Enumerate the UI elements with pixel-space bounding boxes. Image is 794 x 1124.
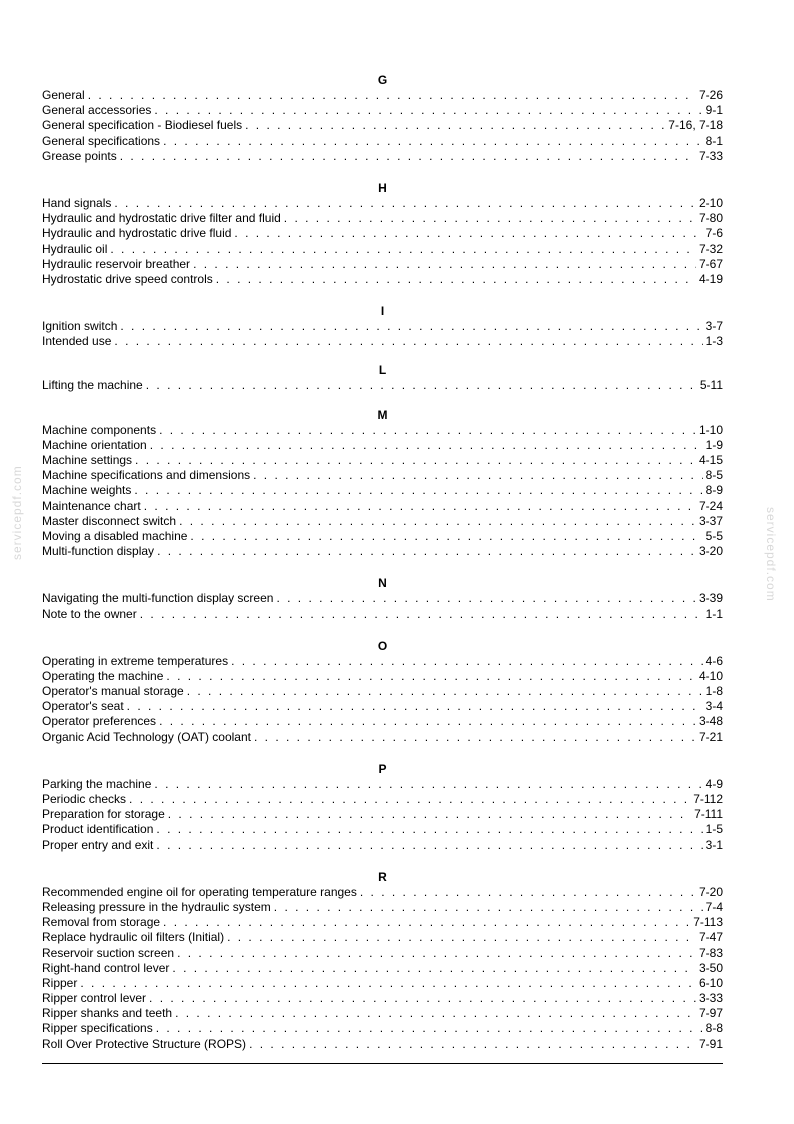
entry-page-number: 7-26 — [698, 88, 723, 102]
dot-leader — [284, 211, 696, 226]
dot-leader — [245, 118, 665, 133]
entry-page-number: 4-9 — [705, 776, 723, 791]
index-section — [42, 869, 723, 1052]
index-section — [42, 362, 723, 393]
entry-label: Multi-function display — [42, 544, 155, 559]
index-entry[interactable] — [42, 1037, 723, 1052]
dot-leader — [249, 1037, 696, 1052]
entry-label: Navigating the multi-function display screen — [42, 591, 274, 606]
entry-label: Note to the owner — [42, 606, 137, 621]
entry-page-number: 4-10 — [698, 668, 723, 683]
entry-page-number: 6-10 — [698, 975, 723, 990]
dot-leader — [80, 976, 696, 991]
entry-label: Organic Acid Technology (OAT) coolant — [42, 729, 251, 744]
index-entry[interactable] — [42, 607, 723, 622]
index-entry[interactable] — [42, 453, 723, 468]
entry-label: Proper entry and exit — [42, 837, 154, 852]
watermark-right: servicepdf.com — [764, 507, 778, 602]
index-entry[interactable] — [42, 714, 723, 729]
section-letter: G — [377, 73, 388, 87]
entry-page-number: 7-4 — [705, 899, 723, 914]
dot-leader — [253, 468, 703, 483]
section-letter: P — [378, 761, 387, 776]
entry-page-number: 7-21 — [698, 729, 723, 744]
index-entry[interactable] — [42, 118, 723, 133]
entry-page-number: 1-5 — [705, 822, 723, 837]
dot-leader — [88, 88, 696, 103]
entry-label: General accessories — [42, 103, 152, 118]
dot-leader — [120, 319, 702, 334]
dot-leader — [276, 591, 696, 606]
dot-leader — [175, 1006, 696, 1021]
entry-page-number: 1-10 — [698, 422, 723, 437]
entry-page-number: 7-47 — [698, 930, 723, 945]
index-entry[interactable] — [42, 499, 723, 514]
index-entry[interactable] — [42, 669, 723, 684]
entry-page-number: 7-83 — [698, 945, 723, 960]
dot-leader — [156, 1021, 703, 1036]
entry-label: Operator's seat — [42, 699, 124, 714]
entry-page-number: 7-20 — [698, 884, 723, 899]
entry-page-number: 3-37 — [698, 513, 723, 528]
entry-label: Hand signals — [42, 195, 112, 210]
entry-page-number: 3-48 — [698, 714, 723, 729]
entry-label: Product identification — [42, 822, 154, 837]
index-entry[interactable] — [42, 226, 723, 241]
index-entry[interactable] — [42, 468, 723, 483]
index-section — [42, 638, 723, 745]
index-entry[interactable] — [42, 976, 723, 991]
index-entry[interactable] — [42, 272, 723, 287]
entry-label: Ripper — [42, 975, 78, 990]
entry-page-number: 7-33 — [698, 148, 723, 163]
dot-leader — [150, 438, 703, 453]
index-entry[interactable] — [42, 423, 723, 438]
entry-page-number: 7-6 — [705, 226, 723, 241]
index-entry[interactable] — [42, 807, 723, 822]
entry-page-number: 1-1 — [705, 606, 723, 621]
dot-leader — [179, 514, 696, 529]
entry-page-number: 3-39 — [698, 591, 723, 606]
entry-label: Hydraulic and hydrostatic drive fluid — [42, 226, 232, 241]
entry-page-number: 7-67 — [698, 256, 723, 271]
index-entry[interactable] — [42, 242, 723, 257]
entry-label: General specifications — [42, 133, 161, 148]
entry-page-number: 8-8 — [705, 1021, 723, 1036]
watermark-left: servicepdf.com — [10, 465, 24, 560]
dot-leader — [154, 103, 702, 118]
entry-page-number: 9-1 — [705, 103, 723, 118]
entry-label: General — [42, 88, 85, 102]
entry-label: Machine orientation — [42, 437, 147, 452]
entry-label: Moving a disabled machine — [42, 528, 188, 543]
dot-leader — [177, 946, 696, 961]
dot-leader — [227, 930, 696, 945]
dot-leader — [159, 714, 696, 729]
entry-label: Preparation for storage — [42, 807, 165, 822]
index-entry[interactable] — [42, 149, 723, 164]
dot-leader — [360, 885, 696, 900]
index-entry[interactable] — [42, 1021, 723, 1036]
index-entry[interactable] — [42, 900, 723, 915]
entry-page-number: 5-5 — [705, 528, 723, 543]
entry-label: Machine specifications and dimensions — [42, 468, 251, 483]
index-section — [42, 72, 723, 164]
dot-leader — [127, 699, 703, 714]
index-entry[interactable] — [42, 777, 723, 792]
entry-label: Machine weights — [42, 483, 132, 498]
section-letter: M — [377, 407, 388, 422]
section-letter: H — [378, 180, 387, 195]
dot-leader — [140, 607, 703, 622]
dot-leader — [156, 822, 702, 837]
entry-page-number: 1-8 — [705, 684, 723, 699]
index-entry[interactable] — [42, 822, 723, 837]
index-entry[interactable] — [42, 514, 723, 529]
entry-label: Operator preferences — [42, 714, 157, 729]
entry-page-number: 4-15 — [698, 453, 723, 467]
entry-page-number: 1-3 — [705, 334, 723, 349]
entry-label: Reservoir suction screen — [42, 945, 175, 960]
entry-label: Machine settings — [42, 453, 133, 467]
entry-page-number: 7-112 — [693, 792, 723, 806]
dot-leader — [135, 453, 696, 468]
entry-page-number: 7-80 — [698, 211, 723, 226]
section-letter: L — [378, 363, 387, 378]
index-entry[interactable] — [42, 961, 723, 976]
entry-label: Hydraulic oil — [42, 241, 108, 256]
index-entry[interactable] — [42, 529, 723, 544]
entry-label: Grease points — [42, 148, 117, 163]
index-entry[interactable] — [42, 792, 723, 807]
dot-leader — [234, 226, 702, 241]
dot-leader — [159, 423, 696, 438]
entry-page-number: 3-20 — [698, 544, 723, 559]
dot-leader — [168, 807, 691, 822]
entry-label: Removal from storage — [42, 915, 161, 930]
footer-rule — [42, 1063, 723, 1064]
entry-label: Ripper control lever — [42, 991, 147, 1006]
entry-page-number: 3-4 — [705, 699, 723, 714]
dot-leader — [149, 991, 696, 1006]
index-section — [42, 407, 723, 560]
entry-label: Lifting the machine — [42, 378, 143, 393]
entry-label: Machine components — [42, 422, 157, 437]
dot-leader — [157, 544, 696, 559]
section-letter: O — [377, 638, 388, 653]
dot-leader — [216, 272, 696, 287]
index-entry[interactable] — [42, 483, 723, 498]
dot-leader — [187, 684, 703, 699]
entry-page-number: 7-113 — [693, 915, 723, 930]
dot-leader — [274, 900, 703, 915]
entry-label: Maintenance chart — [42, 498, 141, 513]
index-section — [42, 575, 723, 621]
entry-page-number: 3-50 — [698, 960, 723, 975]
index-section — [42, 303, 723, 349]
index-entry[interactable] — [42, 930, 723, 945]
entry-label: Hydrostatic drive speed controls — [42, 271, 213, 286]
index-entry[interactable] — [42, 334, 723, 349]
entry-label: Ripper shanks and teeth — [42, 1006, 173, 1021]
dot-leader — [129, 792, 690, 807]
dot-leader — [193, 257, 696, 272]
entry-page-number: 8-5 — [705, 468, 723, 483]
entry-page-number: 7-97 — [698, 1006, 723, 1021]
index-entry[interactable] — [42, 544, 723, 559]
entry-label: Operating in extreme temperatures — [42, 653, 229, 668]
index-entry[interactable] — [42, 378, 723, 393]
dot-leader — [163, 915, 690, 930]
dot-leader — [110, 242, 696, 257]
index-entry[interactable] — [42, 684, 723, 699]
index-entry[interactable] — [42, 591, 723, 606]
entry-page-number: 4-6 — [705, 653, 723, 668]
entry-label: Operating the machine — [42, 668, 164, 683]
index-entry[interactable] — [42, 319, 723, 334]
entry-label: Hydraulic and hydrostatic drive filter and fluid — [42, 211, 281, 226]
dot-leader — [231, 654, 703, 669]
entry-page-number: 4-19 — [698, 271, 723, 286]
entry-page-number: 7-111 — [694, 807, 723, 822]
index-entry[interactable] — [42, 257, 723, 272]
entry-label: Right-hand control lever — [42, 960, 170, 975]
index-entry[interactable] — [42, 991, 723, 1006]
entry-page-number: 7-16, 7-18 — [668, 118, 723, 133]
entry-page-number: 7-91 — [698, 1036, 723, 1051]
index-section — [42, 761, 723, 853]
dot-leader — [172, 961, 696, 976]
index-entry[interactable] — [42, 88, 723, 103]
index-entry[interactable] — [42, 838, 723, 853]
dot-leader — [120, 149, 696, 164]
index-entry[interactable] — [42, 946, 723, 961]
entry-label: Releasing pressure in the hydraulic system — [42, 899, 271, 914]
index-entry[interactable] — [42, 885, 723, 900]
entry-page-number: 3-33 — [698, 991, 723, 1006]
dot-leader — [190, 529, 702, 544]
index-entry[interactable] — [42, 103, 723, 118]
entry-page-number: 2-10 — [698, 195, 723, 210]
section-letter: R — [378, 869, 387, 884]
entry-page-number: 3-7 — [705, 319, 723, 334]
entry-label: Hydraulic reservoir breather — [42, 256, 191, 271]
index-entry[interactable] — [42, 134, 723, 149]
index-entry[interactable] — [42, 438, 723, 453]
section-letter: N — [378, 576, 387, 591]
index-entry[interactable] — [42, 196, 723, 211]
entry-label: General specification - Biodiesel fuels — [42, 118, 243, 133]
entry-page-number: 7-32 — [698, 241, 723, 256]
entry-label: Operator's manual storage — [42, 684, 184, 699]
section-letter: I — [380, 304, 385, 319]
index-entry[interactable] — [42, 654, 723, 669]
entry-page-number: 3-1 — [705, 837, 723, 852]
index-entry[interactable] — [42, 699, 723, 714]
index-entry[interactable] — [42, 730, 723, 745]
entry-label: Roll Over Protective Structure (ROPS) — [42, 1036, 247, 1051]
entry-label: Master disconnect switch — [42, 513, 177, 528]
entry-label: Ignition switch — [42, 319, 118, 334]
dot-leader — [166, 669, 696, 684]
index-entry[interactable] — [42, 211, 723, 226]
entry-page-number: 5-11 — [699, 378, 723, 393]
entry-label: Periodic checks — [42, 792, 127, 806]
entry-page-number: 7-24 — [698, 498, 723, 513]
entry-label: Parking the machine — [42, 776, 152, 791]
entry-label: Intended use — [42, 334, 112, 349]
dot-leader — [114, 334, 702, 349]
dot-leader — [144, 499, 696, 514]
entry-page-number: 8-9 — [705, 483, 723, 498]
dot-leader — [114, 196, 696, 211]
dot-leader — [134, 483, 702, 498]
dot-leader — [154, 777, 702, 792]
index-section — [42, 180, 723, 287]
dot-leader — [163, 134, 703, 149]
index-entry[interactable] — [42, 1006, 723, 1021]
entry-label: Replace hydraulic oil filters (Initial) — [42, 930, 225, 945]
dot-leader — [254, 730, 696, 745]
entry-label: Recommended engine oil for operating temperature ranges — [42, 884, 357, 899]
dot-leader — [156, 838, 702, 853]
index-entry[interactable] — [42, 915, 723, 930]
entry-label: Ripper specifications — [42, 1021, 153, 1036]
entry-page-number: 8-1 — [705, 133, 723, 148]
dot-leader — [146, 378, 697, 393]
alphabetical-index — [42, 72, 723, 1052]
entry-page-number: 1-9 — [705, 437, 723, 452]
